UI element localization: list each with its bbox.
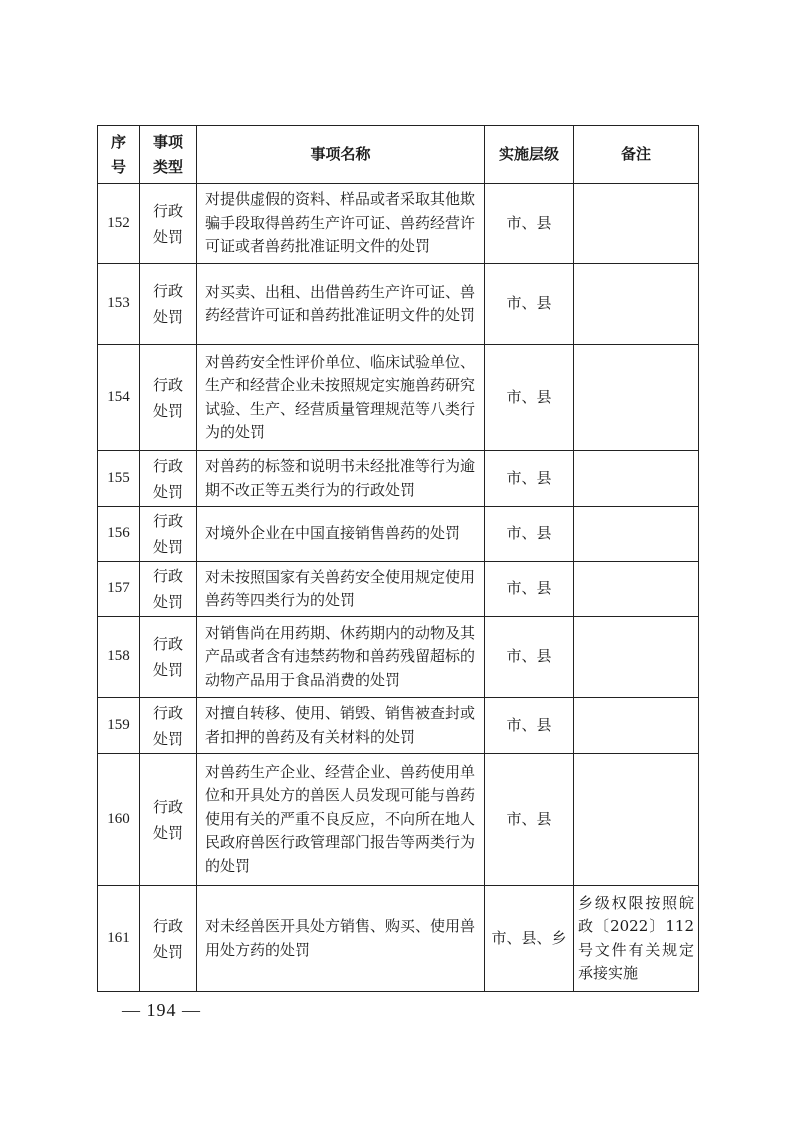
row-type-line1: 行政 bbox=[152, 916, 183, 935]
row-level: 市、县、乡 bbox=[485, 886, 574, 992]
row-note bbox=[574, 754, 699, 886]
row-level: 市、县 bbox=[485, 451, 574, 507]
row-note bbox=[574, 345, 699, 451]
row-name: 对未经兽医开具处方销售、购买、使用兽用处方药的处罚 bbox=[197, 886, 485, 992]
row-note bbox=[574, 507, 699, 562]
row-index: 161 bbox=[98, 886, 140, 992]
table-row bbox=[98, 507, 699, 562]
header-level: 实施层级 bbox=[485, 126, 574, 184]
row-type bbox=[140, 345, 197, 451]
row-name: 对买卖、出租、出借兽药生产许可证、兽药经营许可证和兽药批准证明文件的处罚 bbox=[197, 264, 485, 345]
row-type-line2: 处罚 bbox=[152, 401, 183, 420]
row-type-line1: 行政 bbox=[152, 282, 183, 300]
row-type bbox=[140, 184, 197, 264]
row-type bbox=[140, 507, 197, 562]
row-type-line2: 处罚 bbox=[152, 593, 183, 611]
header-row bbox=[98, 126, 699, 184]
row-type-line1: 行政 bbox=[152, 703, 183, 722]
row-note: 乡级权限按照皖政〔2022〕112号文件有关规定承接实施 bbox=[574, 886, 699, 992]
row-type-line1: 行政 bbox=[152, 375, 183, 394]
row-type bbox=[140, 451, 197, 507]
row-type-line1: 行政 bbox=[152, 635, 183, 653]
item-table bbox=[97, 125, 699, 992]
table-row bbox=[98, 698, 699, 754]
row-name: 对兽药安全性评价单位、临床试验单位、生产和经营企业未按照规定实施兽药研究试验、生产、经营质量管理规范等八类行为的处罚 bbox=[197, 345, 485, 451]
header-name: 事项名称 bbox=[197, 126, 485, 184]
row-level: 市、县 bbox=[485, 562, 574, 617]
row-name: 对销售尚在用药期、休药期内的动物及其产品或者含有违禁药物和兽药残留超标的动物产品用于食品消费的处罚 bbox=[197, 617, 485, 698]
header-index bbox=[98, 126, 140, 184]
header-type bbox=[140, 126, 197, 184]
row-index: 157 bbox=[98, 562, 140, 617]
row-level: 市、县 bbox=[485, 264, 574, 345]
header-index-line1: 序 bbox=[110, 132, 126, 151]
row-note bbox=[574, 451, 699, 507]
row-index: 158 bbox=[98, 617, 140, 698]
row-index: 156 bbox=[98, 507, 140, 562]
table-row bbox=[98, 562, 699, 617]
row-type bbox=[140, 754, 197, 886]
row-index: 155 bbox=[98, 451, 140, 507]
row-type-line2: 处罚 bbox=[152, 729, 183, 748]
row-type bbox=[140, 264, 197, 345]
row-note bbox=[574, 698, 699, 754]
table-row bbox=[98, 886, 699, 992]
row-type bbox=[140, 562, 197, 617]
row-name: 对提供虚假的资料、样品或者采取其他欺骗手段取得兽药生产许可证、兽药经营许可证或者兽药批准证明文件的处罚 bbox=[197, 184, 485, 264]
row-index: 159 bbox=[98, 698, 140, 754]
header-index-line2: 号 bbox=[110, 157, 126, 176]
row-type-line2: 处罚 bbox=[152, 538, 183, 556]
row-type bbox=[140, 617, 197, 698]
row-type bbox=[140, 698, 197, 754]
row-index: 154 bbox=[98, 345, 140, 451]
row-type-line1: 行政 bbox=[152, 201, 183, 220]
table-row bbox=[98, 345, 699, 451]
row-note bbox=[574, 264, 699, 345]
table-row bbox=[98, 754, 699, 886]
row-name: 对擅自转移、使用、销毁、销售被查封或者扣押的兽药及有关材料的处罚 bbox=[197, 698, 485, 754]
row-level: 市、县 bbox=[485, 184, 574, 264]
table-row bbox=[98, 617, 699, 698]
row-type-line1: 行政 bbox=[152, 512, 183, 530]
row-index: 153 bbox=[98, 264, 140, 345]
row-level: 市、县 bbox=[485, 507, 574, 562]
header-type-line2: 类型 bbox=[152, 157, 183, 176]
page-number: — 194 — bbox=[122, 1000, 201, 1020]
row-type-line2: 处罚 bbox=[152, 308, 183, 326]
row-level: 市、县 bbox=[485, 754, 574, 886]
row-level: 市、县 bbox=[485, 345, 574, 451]
row-name: 对兽药生产企业、经营企业、兽药使用单位和开具处方的兽医人员发现可能与兽药使用有关的严重不良反应，不向所在地人民政府兽医行政管理部门报告等两类行为的处罚 bbox=[197, 754, 485, 886]
row-type-line1: 行政 bbox=[152, 567, 183, 585]
row-level: 市、县 bbox=[485, 698, 574, 754]
row-name: 对境外企业在中国直接销售兽药的处罚 bbox=[197, 507, 485, 562]
row-name: 对兽药的标签和说明书未经批准等行为逾期不改正等五类行为的行政处罚 bbox=[197, 451, 485, 507]
header-type-line1: 事项 bbox=[152, 132, 183, 151]
row-type-line2: 处罚 bbox=[152, 482, 183, 501]
row-index: 152 bbox=[98, 184, 140, 264]
row-type-line2: 处罚 bbox=[152, 227, 183, 246]
table-row bbox=[98, 264, 699, 345]
table-row bbox=[98, 184, 699, 264]
row-type-line1: 行政 bbox=[152, 456, 183, 475]
row-index: 160 bbox=[98, 754, 140, 886]
row-level: 市、县 bbox=[485, 617, 574, 698]
table-row bbox=[98, 451, 699, 507]
row-type bbox=[140, 886, 197, 992]
row-note bbox=[574, 184, 699, 264]
row-type-line2: 处罚 bbox=[152, 661, 183, 679]
row-note bbox=[574, 617, 699, 698]
row-type-line2: 处罚 bbox=[152, 823, 183, 842]
header-note: 备注 bbox=[574, 126, 699, 184]
row-note bbox=[574, 562, 699, 617]
row-type-line1: 行政 bbox=[152, 797, 183, 816]
row-name: 对未按照国家有关兽药安全使用规定使用兽药等四类行为的处罚 bbox=[197, 562, 485, 617]
row-type-line2: 处罚 bbox=[152, 942, 183, 961]
